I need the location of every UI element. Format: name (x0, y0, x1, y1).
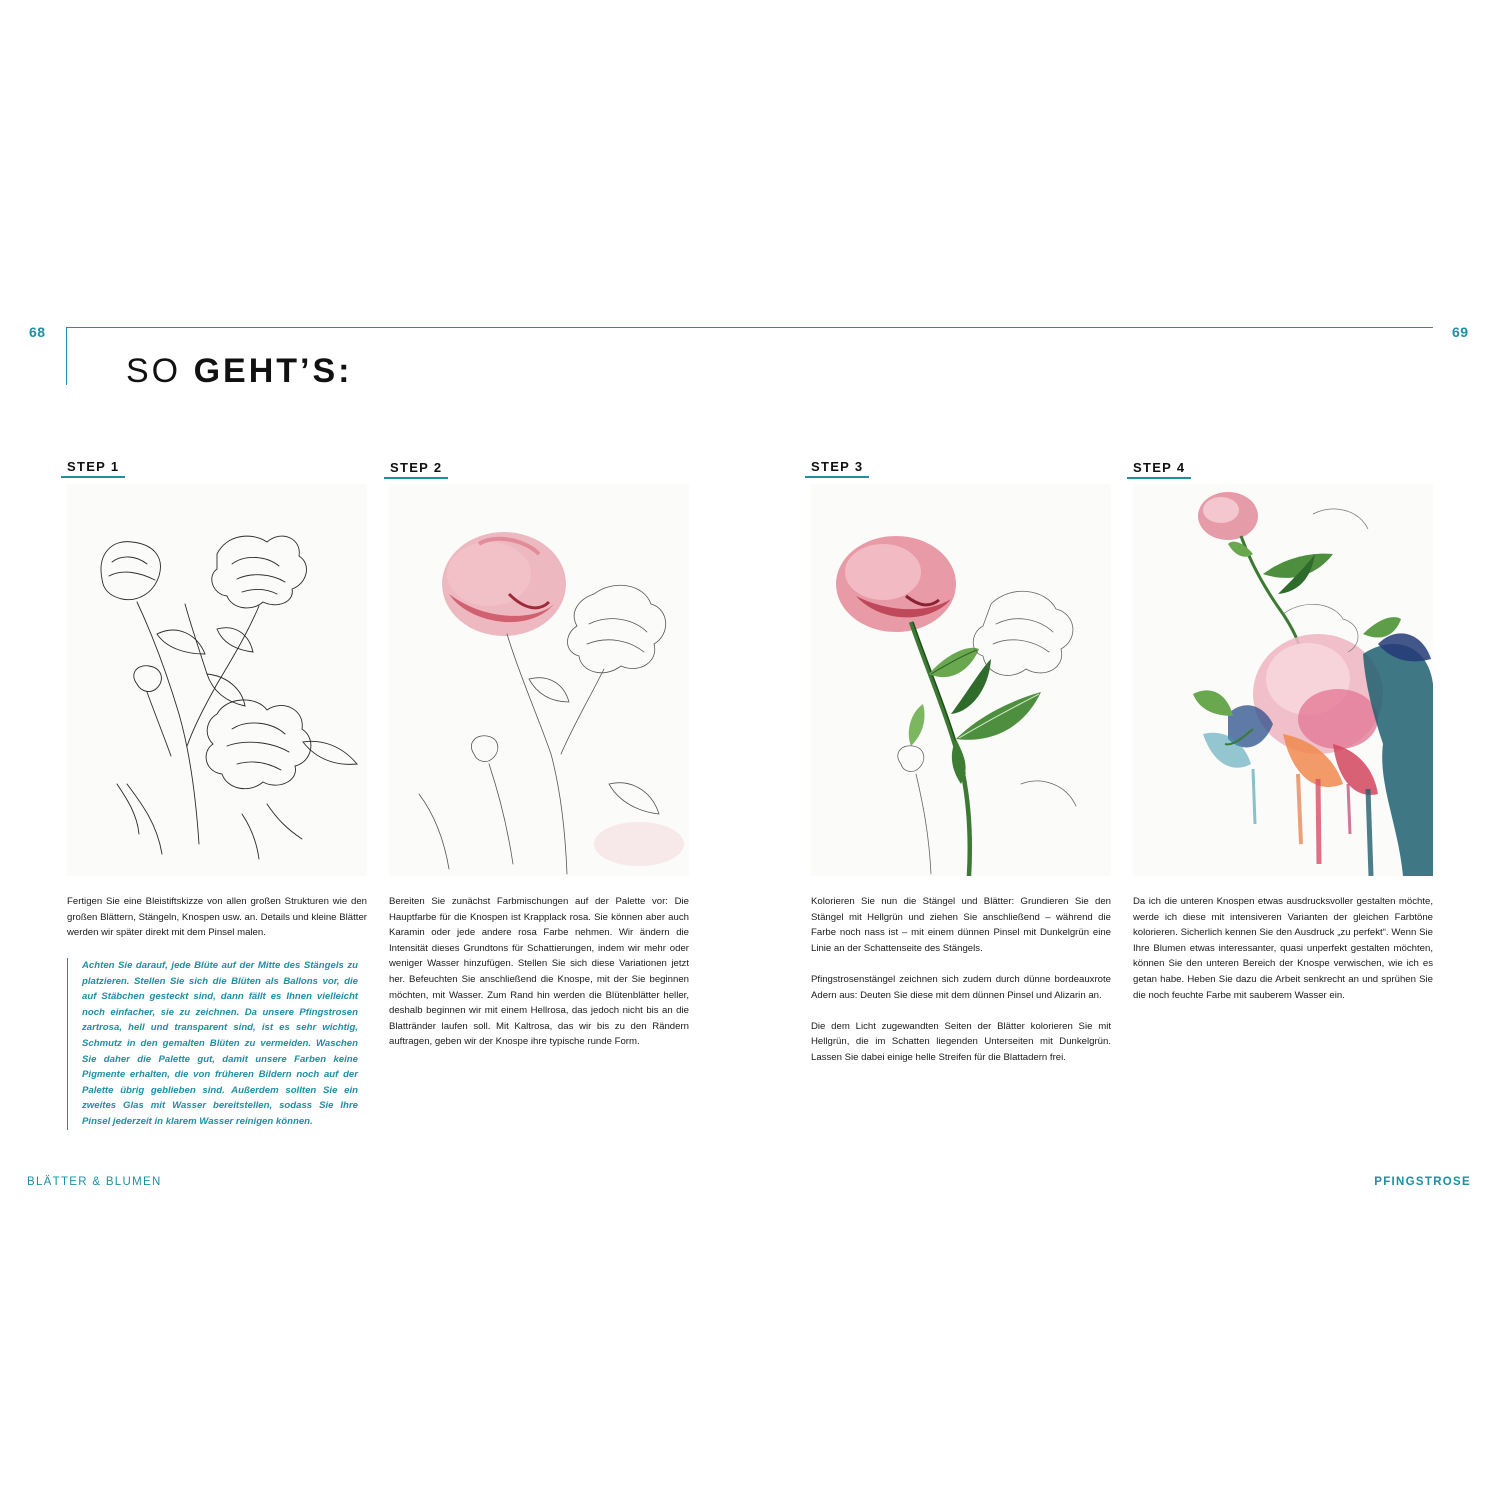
step-3-paragraph-3: Die dem Licht zugewandten Seiten der Blätter kolorieren Sie mit Hellgrün, die im Schatten liegenden Unterseiten mit Dunkelgrün. Lassen Sie dabei einige helle Streifen für die Blattadern frei. (811, 1020, 1111, 1063)
step-1-paragraph: Fertigen Sie eine Bleistiftskizze von allen großen Strukturen wie den großen Blättern, Stängeln, Knospen usw. an. Details und kleine Blätter werden wir später direkt mit dem Pinsel malen. (67, 896, 367, 939)
step-1-text (67, 894, 367, 956)
step-3-text (811, 894, 1111, 1081)
step-2-heading: STEP 2 (384, 460, 448, 479)
step-1-image (67, 484, 367, 876)
step-2-text (389, 894, 689, 1066)
step-3-paragraph-2: Pfingstrosenstängel zeichnen sich zudem durch dünne bordeauxrote Adern aus: Deuten Sie diese mit dem dünnen Pinsel und Alizarin an. (811, 973, 1111, 1001)
step-3-heading: STEP 3 (805, 459, 869, 478)
step-2-paragraph: Bereiten Sie zunächst Farbmischungen auf der Palette vor: Die Hauptfarbe für die Knospen ist Krapplack rosa. Sie können aber auch Karamin oder jede andere rosa Farbe nehmen. Wir ändern die Intensität dieses Grundtons für Schattierungen, indem wir mehr oder weniger Wasser hinzufügen. Stellen Sie sich diese Variationen jetzt her. Befeuchten Sie anschließend die Knospe, mit der Sie beginnen möchten, mit Wasser. Zum Rand hin werden die Blütenblätter heller, deshalb beginnen wir mit einem Hellrosa, das jedoch nicht bis an die Blattränder laufen soll. Mit Kaltrosa, das wir bis zu den Rändern auftragen, geben wir der Knospe ihre typische runde Form. (389, 896, 689, 1048)
tip-box: Achten Sie darauf, jede Blüte auf der Mitte des Stängels zu platzieren. Stellen Sie sich die Blüten als Ballons vor, die auf Stäbchen gesteckt sind, dann fällt es Ihnen vielleicht noch einfacher, sie zu zeichnen. Da unsere Pfingstrosen zartrosa, hell und transparent sind, ist es sehr wichtig, Schmutz in den gemalten Blüten zu vermeiden. Waschen Sie daher die Palette gut, damit unsere Farben keine Pigmente erhalten, die von früheren Bildern noch auf der Palette übrig geblieben sind. Außerdem sollten Sie ein zweites Glas mit Wasser bereitstellen, sodass Sie Ihre Pinsel jederzeit in klarem Wasser reinigen können. (67, 958, 358, 1130)
footer-left: BLÄTTER & BLUMEN (27, 1176, 162, 1188)
title-bold: GEHT’S: (193, 352, 353, 390)
step-3-paragraph-1: Kolorieren Sie nun die Stängel und Blätter: Grundieren Sie den Stängel mit Hellgrün und ziehen Sie anschließend – während die Farbe noch nass ist – mit einem dünnen Pinsel mit Dunkelgrün eine Linie an der Schattenseite des Stängels. (811, 896, 1111, 954)
step-4-paragraph: Da ich die unteren Knospen etwas ausdrucksvoller gestalten möchte, werde ich diese mit intensiveren Varianten der gleichen Farbtöne kolorieren. Sicherlich kennen Sie den Ausdruck „zu perfekt“. Wenn Sie Ihre Blumen etwas interessanter, quasi unperfekt gestalten möchten, können Sie den unteren Bereich der Knospe verwischen, wie ich es getan habe. Heben Sie dazu die Arbeit senkrecht an und sprühen Sie die noch feuchte Farbe mit sauberem Wasser ein. (1133, 896, 1433, 1001)
header-rule-vertical (66, 327, 67, 385)
header-rule (67, 327, 1433, 328)
step-3-image (811, 484, 1111, 876)
step-4-heading: STEP 4 (1127, 460, 1191, 479)
footer-right: PFINGSTROSE (1374, 1176, 1471, 1188)
step-4-text (1133, 894, 1433, 1019)
step-1-heading: STEP 1 (61, 459, 125, 478)
step-4-image (1133, 484, 1433, 876)
page-title (126, 352, 352, 391)
page-number-right: 69 (1452, 324, 1469, 340)
page-number-left: 68 (29, 324, 46, 340)
title-light: SO (126, 352, 182, 390)
step-2-image (389, 484, 689, 876)
